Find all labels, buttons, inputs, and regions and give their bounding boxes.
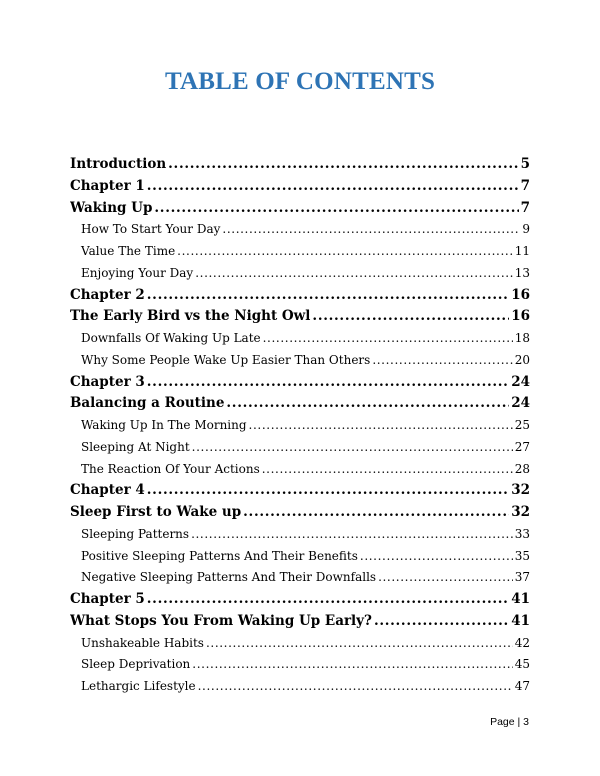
toc-entry-page-number: 32 bbox=[511, 504, 530, 520]
toc-entry-page-number: 37 bbox=[514, 570, 530, 585]
toc-entry-label: Waking Up bbox=[70, 199, 153, 216]
toc-entry-page-number: 45 bbox=[514, 657, 530, 672]
toc-entry-page-number: 9 bbox=[522, 222, 530, 237]
toc-entry[interactable] bbox=[70, 589, 530, 611]
toc-entry[interactable] bbox=[70, 263, 530, 285]
toc-entry-label: Sleeping Patterns bbox=[81, 526, 190, 541]
toc-entry[interactable] bbox=[70, 241, 530, 263]
toc-entry-page-number: 35 bbox=[514, 548, 530, 563]
toc-entry[interactable] bbox=[70, 285, 530, 307]
toc-entry-label: Positive Sleeping Patterns And Their Benefits bbox=[81, 548, 358, 563]
toc-entry-page-number: 13 bbox=[514, 265, 530, 280]
toc-entry-page-number: 24 bbox=[511, 395, 530, 412]
toc-entry-page-number: 5 bbox=[520, 156, 530, 172]
toc-entry-page-number: 7 bbox=[520, 199, 530, 216]
toc-entry-page-number: 20 bbox=[514, 352, 530, 367]
dot-leader bbox=[192, 654, 512, 676]
toc-entry-page-number: 27 bbox=[514, 439, 530, 454]
dot-leader bbox=[147, 480, 509, 502]
dot-leader bbox=[191, 524, 513, 546]
dot-leader bbox=[195, 263, 513, 285]
dot-leader bbox=[372, 350, 512, 372]
toc-entry[interactable] bbox=[70, 154, 530, 176]
toc-entry-page-number: 18 bbox=[514, 331, 530, 345]
toc-entry-label: Chapter 3 bbox=[70, 373, 145, 390]
toc-entry[interactable] bbox=[70, 459, 530, 481]
toc-entry-label: The Reaction Of Your Actions bbox=[81, 461, 260, 476]
toc-entry-label: Waking Up In The Morning bbox=[81, 418, 247, 432]
toc-entry-label: Negative Sleeping Patterns And Their Downfalls bbox=[81, 570, 377, 585]
dot-leader bbox=[177, 241, 513, 263]
toc-entry-page-number: 28 bbox=[514, 461, 530, 476]
dot-leader bbox=[198, 676, 513, 698]
toc-entry[interactable] bbox=[70, 198, 530, 220]
toc-entry-label: Chapter 2 bbox=[70, 286, 145, 303]
toc-entry-page-number: 33 bbox=[514, 526, 530, 541]
toc-entry[interactable] bbox=[70, 219, 530, 241]
toc-entry[interactable] bbox=[70, 633, 530, 655]
toc-entry[interactable] bbox=[70, 567, 530, 589]
toc-entry-label: Downfalls Of Waking Up Late bbox=[81, 331, 261, 345]
toc-entry-page-number: 25 bbox=[514, 418, 530, 432]
dot-leader bbox=[312, 306, 509, 328]
toc-entry[interactable] bbox=[70, 611, 530, 633]
toc-entry[interactable] bbox=[70, 676, 530, 698]
toc-entry-label: What Stops You From Waking Up Early? bbox=[70, 612, 372, 629]
toc-entry[interactable] bbox=[70, 415, 530, 437]
toc-entry[interactable] bbox=[70, 502, 530, 524]
toc-entry[interactable] bbox=[70, 350, 530, 372]
toc-entry[interactable] bbox=[70, 654, 530, 676]
toc-entry-label: How To Start Your Day bbox=[81, 222, 221, 237]
dot-leader bbox=[147, 285, 509, 307]
toc-entry-page-number: 24 bbox=[511, 373, 530, 390]
dot-leader bbox=[263, 328, 513, 350]
toc-entry[interactable] bbox=[70, 437, 530, 459]
toc-entry-page-number: 11 bbox=[514, 244, 530, 258]
toc-entry[interactable] bbox=[70, 372, 530, 394]
toc-entry[interactable] bbox=[70, 328, 530, 350]
toc-entry-page-number: 16 bbox=[511, 308, 530, 325]
toc-entry[interactable] bbox=[70, 306, 530, 328]
dot-leader bbox=[249, 415, 513, 437]
dot-leader bbox=[206, 633, 513, 655]
toc-entry-page-number: 47 bbox=[514, 679, 530, 693]
page-title: TABLE OF CONTENTS bbox=[164, 68, 436, 95]
toc-entry-page-number: 32 bbox=[511, 482, 530, 499]
toc-entry-label: Chapter 1 bbox=[70, 177, 145, 194]
dot-leader bbox=[243, 502, 509, 524]
table-of-contents bbox=[70, 154, 530, 698]
toc-entry-label: The Early Bird vs the Night Owl bbox=[70, 308, 311, 325]
dot-leader bbox=[192, 437, 513, 459]
dot-leader bbox=[168, 154, 518, 176]
toc-entry-label: Chapter 4 bbox=[70, 482, 145, 499]
toc-entry-label: Sleeping At Night bbox=[81, 439, 190, 454]
dot-leader bbox=[147, 589, 509, 611]
toc-entry-page-number: 41 bbox=[511, 612, 530, 629]
dot-leader bbox=[222, 219, 520, 241]
dot-leader bbox=[262, 459, 513, 481]
dot-leader bbox=[147, 176, 519, 198]
dot-leader bbox=[226, 393, 509, 415]
toc-entry[interactable] bbox=[70, 176, 530, 198]
toc-entry-label: Lethargic Lifestyle bbox=[81, 679, 196, 693]
dot-leader bbox=[147, 372, 509, 394]
toc-entry-label: Enjoying Your Day bbox=[81, 265, 194, 280]
toc-entry-label: Why Some People Wake Up Easier Than Others bbox=[81, 352, 371, 367]
dot-leader bbox=[360, 546, 513, 568]
toc-entry-label: Balancing a Routine bbox=[70, 395, 225, 412]
toc-entry-label: Chapter 5 bbox=[70, 591, 145, 607]
dot-leader bbox=[378, 567, 513, 589]
toc-entry[interactable] bbox=[70, 546, 530, 568]
toc-entry-page-number: 42 bbox=[514, 635, 530, 650]
toc-entry-label: Introduction bbox=[70, 156, 167, 172]
dot-leader bbox=[154, 198, 518, 220]
toc-entry-label: Value The Time bbox=[81, 244, 176, 258]
toc-entry-label: Sleep Deprivation bbox=[81, 657, 191, 672]
dot-leader bbox=[374, 611, 509, 633]
toc-entry-label: Sleep First to Wake up bbox=[70, 504, 242, 520]
page-footer: Page | 3 bbox=[490, 716, 529, 728]
toc-entry-page-number: 16 bbox=[511, 286, 530, 303]
toc-entry[interactable] bbox=[70, 480, 530, 502]
toc-entry[interactable] bbox=[70, 393, 530, 415]
toc-entry-page-number: 7 bbox=[520, 177, 530, 194]
toc-entry-label: Unshakeable Habits bbox=[81, 635, 204, 650]
toc-entry-page-number: 41 bbox=[511, 591, 530, 607]
toc-entry[interactable] bbox=[70, 524, 530, 546]
